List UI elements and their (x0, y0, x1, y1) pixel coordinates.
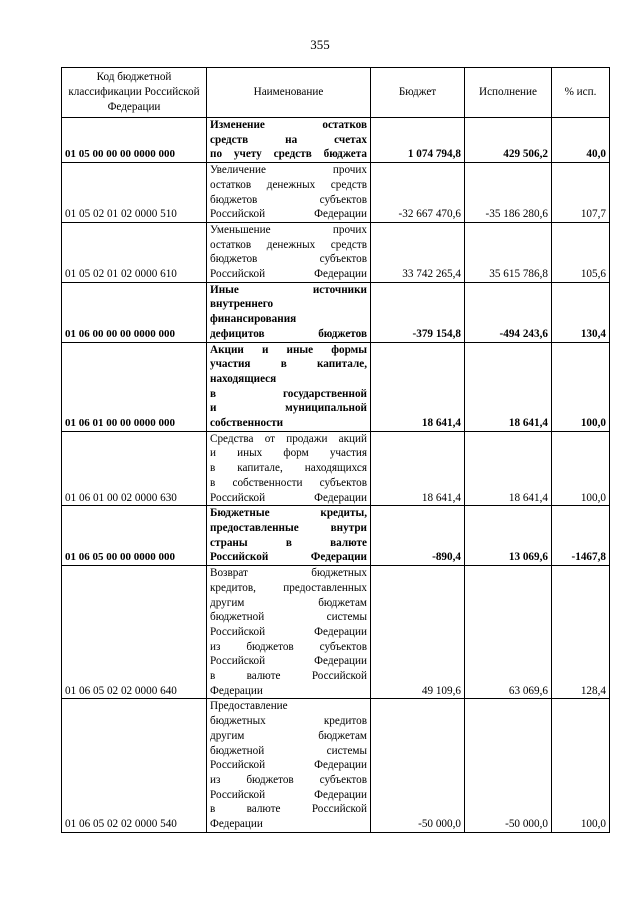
row-name-line: Изменение остатков (210, 119, 367, 131)
row-name-line: средств на счетах (210, 133, 367, 146)
row-percent: 130,4 (552, 282, 610, 342)
row-name-line: Возврат бюджетных (210, 567, 367, 580)
row-name-line: Российской Федерации (210, 788, 367, 801)
row-name (207, 699, 371, 832)
row-name-line: Средства от продажи акций (210, 432, 367, 445)
row-name-line: в валюте Российской (210, 670, 367, 683)
row-name-line: и иных форм участия (210, 447, 367, 460)
row-name-line: по учету средств бюджета (210, 148, 367, 161)
row-code: 01 06 01 00 02 0000 630 (62, 431, 207, 506)
table-row (62, 282, 610, 342)
header-percent: % исп. (552, 68, 610, 118)
row-name (207, 342, 371, 431)
row-name-line: Предоставление (210, 700, 288, 713)
row-name-line: финансирования (210, 313, 297, 326)
row-execution: 35 615 786,8 (465, 222, 552, 282)
row-name-line: Бюджетные кредиты, (210, 507, 367, 520)
header-name: Наименование (207, 68, 371, 118)
row-name-line: и муниципальной (210, 402, 367, 415)
row-execution: -35 186 280,6 (465, 163, 552, 223)
row-execution: 18 641,4 (465, 431, 552, 506)
row-percent: 128,4 (552, 566, 610, 699)
row-name-line: из бюджетов субъектов (210, 773, 367, 786)
row-name-line: Уменьшение прочих (210, 223, 367, 236)
row-name-line: Российской Федерации (210, 268, 367, 281)
row-budget: 1 074 794,8 (371, 118, 465, 163)
row-code: 01 05 02 01 02 0000 510 (62, 163, 207, 223)
row-name-line: страны в валюте (210, 536, 367, 549)
table-row (62, 566, 610, 699)
row-name (207, 282, 371, 342)
header-code: Код бюджетной классификации Российской Федерации (62, 68, 207, 118)
row-name-line: Федерации (210, 684, 263, 697)
table-row (62, 222, 610, 282)
row-name-line: остатков денежных средств (210, 238, 367, 251)
row-percent: 105,6 (552, 222, 610, 282)
row-percent: -1467,8 (552, 506, 610, 566)
row-code: 01 06 05 02 02 0000 540 (62, 699, 207, 832)
row-name-line: Увеличение прочих (210, 164, 367, 177)
row-percent: 100,0 (552, 342, 610, 431)
row-name-line: бюджетной системы (210, 744, 367, 757)
row-name-line: дефицитов бюджетов (210, 327, 367, 340)
row-name-line: остатков денежных средств (210, 178, 367, 191)
table-body (62, 118, 610, 833)
row-name-line: Российской Федерации (210, 208, 367, 221)
row-budget: -50 000,0 (371, 699, 465, 832)
row-name-line: Федерации (210, 818, 263, 831)
row-name (207, 118, 371, 163)
row-name-line: внутреннего (210, 298, 274, 311)
table-row (62, 342, 610, 431)
row-name-line: предоставленные внутри (210, 521, 367, 534)
row-execution: 18 641,4 (465, 342, 552, 431)
row-name-line: в валюте Российской (210, 803, 367, 816)
row-name-line: Российской Федерации (210, 625, 367, 638)
row-name-line: бюджетов субъектов (210, 193, 367, 206)
row-code: 01 05 02 01 02 0000 610 (62, 222, 207, 282)
row-name-line: другим бюджетам (210, 596, 367, 609)
row-name-line: собственности (210, 417, 284, 430)
row-execution: 13 069,6 (465, 506, 552, 566)
row-name-line: Иные источники (210, 283, 367, 296)
row-name (207, 566, 371, 699)
row-budget: 18 641,4 (371, 342, 465, 431)
row-name-line: бюджетных кредитов (210, 715, 367, 728)
row-name-line: Российской Федерации (210, 551, 367, 564)
page-number: 355 (310, 37, 330, 52)
row-execution: -50 000,0 (465, 699, 552, 832)
row-name-line: в государственной (210, 387, 367, 400)
row-name-line: Российской Федерации (210, 655, 367, 668)
row-budget: -890,4 (371, 506, 465, 566)
table-row (62, 163, 610, 223)
row-code: 01 05 00 00 00 0000 000 (62, 118, 207, 163)
budget-sources-table (61, 67, 610, 833)
row-code: 01 06 05 00 00 0000 000 (62, 506, 207, 566)
table-row (62, 699, 610, 832)
row-name-line: Российской Федерации (210, 491, 367, 504)
table-header-row (62, 68, 610, 118)
row-name-line: бюджетной системы (210, 611, 367, 624)
row-percent: 100,0 (552, 431, 610, 506)
row-name (207, 222, 371, 282)
row-name-line: из бюджетов субъектов (210, 640, 367, 653)
row-execution: -494 243,6 (465, 282, 552, 342)
table-row (62, 118, 610, 163)
row-execution: 63 069,6 (465, 566, 552, 699)
row-budget: 18 641,4 (371, 431, 465, 506)
row-execution: 429 506,2 (465, 118, 552, 163)
row-code: 01 06 01 00 00 0000 000 (62, 342, 207, 431)
header-execution: Исполнение (465, 68, 552, 118)
row-percent: 100,0 (552, 699, 610, 832)
row-name-line: в собственности субъектов (210, 476, 367, 489)
row-budget: 49 109,6 (371, 566, 465, 699)
row-name-line: кредитов, предоставленных (210, 581, 367, 594)
table-row (62, 431, 610, 506)
row-name (207, 506, 371, 566)
row-code: 01 06 00 00 00 0000 000 (62, 282, 207, 342)
row-name-line: в капитале, находящихся (210, 462, 367, 475)
row-code: 01 06 05 02 02 0000 640 (62, 566, 207, 699)
row-budget: 33 742 265,4 (371, 222, 465, 282)
table-row (62, 506, 610, 566)
header-budget: Бюджет (371, 68, 465, 118)
row-percent: 107,7 (552, 163, 610, 223)
row-name-line: другим бюджетам (210, 729, 367, 742)
row-budget: -379 154,8 (371, 282, 465, 342)
row-name-line: находящиеся (210, 372, 277, 385)
row-budget: -32 667 470,6 (371, 163, 465, 223)
row-name-line: Акции и иные формы (210, 343, 367, 356)
row-name-line: бюджетов субъектов (210, 253, 367, 266)
row-name-line: участия в капитале, (210, 358, 367, 371)
row-percent: 40,0 (552, 118, 610, 163)
row-name (207, 431, 371, 506)
row-name (207, 163, 371, 223)
row-name-line: Российской Федерации (210, 759, 367, 772)
